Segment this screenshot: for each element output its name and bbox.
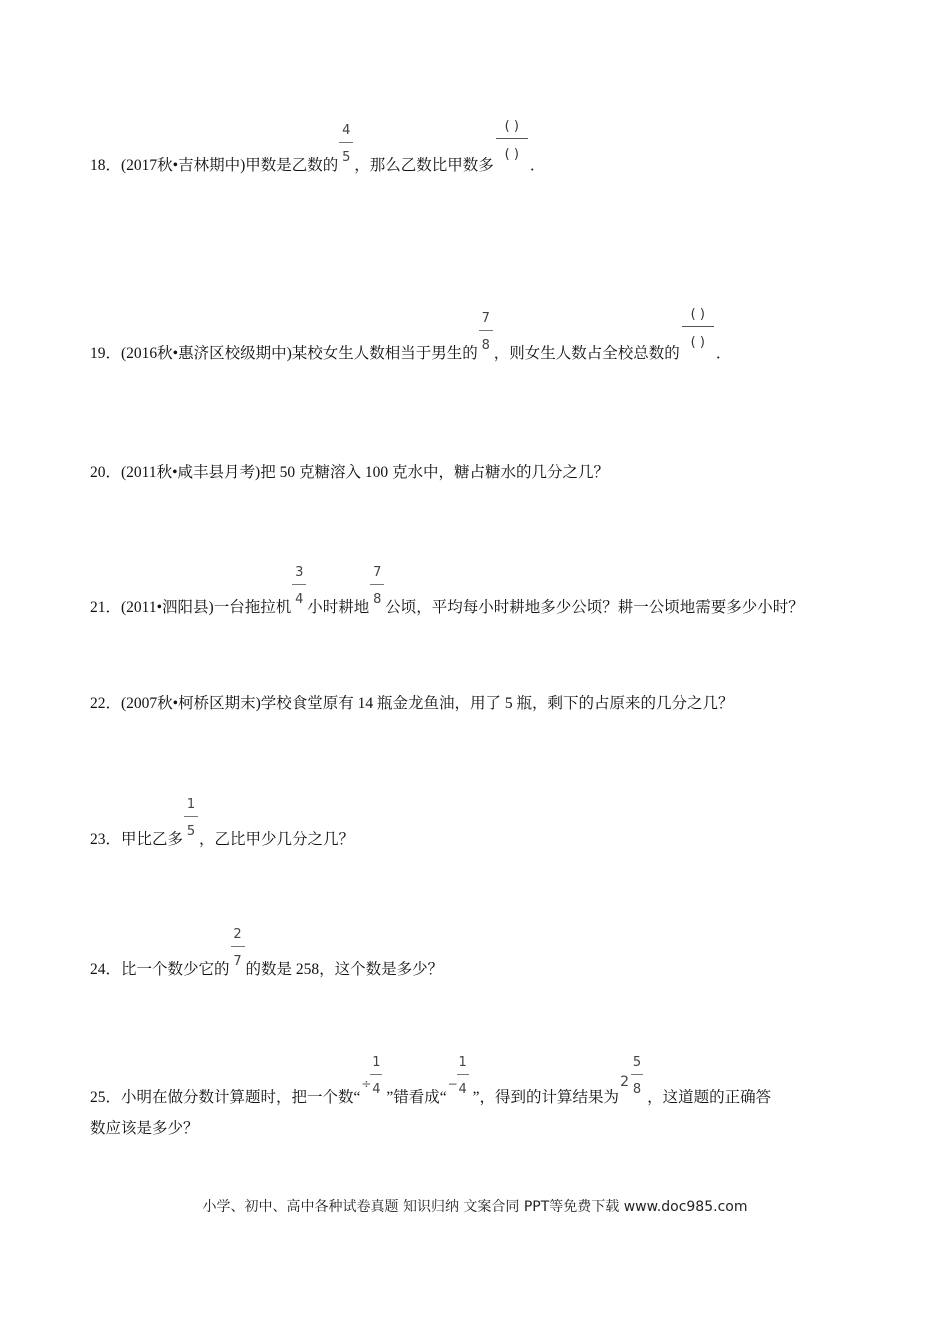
question-text: ． xyxy=(715,345,732,362)
question-text: (2007秋•柯桥区期末)学校食堂原有 14 瓶金龙鱼油，用了 5 瓶，剩下的占原来的几分之几？ xyxy=(121,695,734,712)
question-text: ，那么乙数比甲数多 xyxy=(354,157,494,174)
answer-blank-fraction[interactable] xyxy=(682,307,714,358)
fraction-bar xyxy=(370,584,384,585)
fraction xyxy=(370,565,384,612)
fraction-numerator: 3 xyxy=(295,565,304,580)
fraction-bar xyxy=(292,584,306,585)
question-number: 24． xyxy=(90,961,122,978)
fraction-numerator: 2 xyxy=(233,927,242,942)
operator-fraction xyxy=(447,1055,472,1102)
question-number: 20． xyxy=(90,464,122,481)
question-text: 的数是 258，这个数是多少？ xyxy=(245,961,444,978)
question-23 xyxy=(90,797,355,851)
question-21 xyxy=(90,565,804,619)
blank-numerator: ( ) xyxy=(690,307,705,322)
question-19 xyxy=(90,307,732,365)
question-text: 数应该是多少？ xyxy=(90,1120,199,1137)
fraction-bar xyxy=(682,326,714,327)
question-text: ，乙比甲少几分之几？ xyxy=(199,831,355,848)
minus-sign: − xyxy=(447,1077,458,1091)
question-text: 某校女生人数相当于男生的 xyxy=(291,345,478,362)
blank-denominator: ( ) xyxy=(504,147,519,162)
fraction xyxy=(292,565,306,612)
fraction-bar xyxy=(631,1074,643,1075)
question-number: 25． xyxy=(90,1089,122,1106)
question-text: 一台拖拉机 xyxy=(213,599,292,616)
question-text: ”错看成“ xyxy=(386,1089,447,1106)
question-text: 比一个数少它的 xyxy=(121,961,230,978)
fraction-numerator: 1 xyxy=(186,797,196,812)
question-text: ，则女生人数占全校总数的 xyxy=(493,345,680,362)
question-text: (2011秋•咸丰县月考)把 50 克糖溶入 100 克水中，糖占糖水的几分之几？ xyxy=(121,464,609,481)
question-24 xyxy=(90,927,444,981)
question-number: 18． xyxy=(90,157,122,174)
fraction xyxy=(339,123,353,170)
fraction-denominator: 4 xyxy=(458,1082,467,1097)
fraction-bar xyxy=(339,142,353,143)
fraction-denominator: 7 xyxy=(233,954,242,969)
question-number: 21． xyxy=(90,599,122,616)
question-20 xyxy=(90,462,609,484)
question-text: ． xyxy=(529,157,546,174)
question-25 xyxy=(90,1055,772,1109)
question-number: 19． xyxy=(90,345,122,362)
fraction xyxy=(479,311,493,358)
question-number: 22． xyxy=(90,695,122,712)
question-text: ，这道题的正确答 xyxy=(647,1089,772,1106)
question-source: (2017秋•吉林期中) xyxy=(121,157,246,174)
question-text: 甲比乙多 xyxy=(121,831,184,848)
fraction-bar xyxy=(184,816,198,817)
fraction-numerator: 1 xyxy=(458,1055,467,1070)
fraction-numerator: 7 xyxy=(481,311,490,326)
fraction-numerator: 1 xyxy=(372,1055,381,1070)
fraction xyxy=(231,927,245,974)
fraction-denominator: 5 xyxy=(342,150,351,165)
question-text: 甲数是乙数的 xyxy=(245,157,339,174)
question-text: 小时耕地 xyxy=(307,599,370,616)
division-sign: ÷ xyxy=(361,1077,372,1091)
fraction-denominator: 8 xyxy=(632,1082,642,1097)
question-22 xyxy=(90,693,734,715)
question-source: (2016秋•惠济区校级期中) xyxy=(121,345,292,362)
fraction-denominator: 5 xyxy=(186,824,196,839)
operator-fraction xyxy=(361,1055,385,1102)
page-footer: 小学、初中、高中各种试卷真题 知识归纳 文案合同 PPT等免费下载 www.doc985.com xyxy=(202,1199,748,1215)
fraction-bar xyxy=(479,330,493,331)
fraction-denominator: 4 xyxy=(372,1082,381,1097)
question-text: ”，得到的计算结果为 xyxy=(472,1089,620,1106)
fraction-numerator: 5 xyxy=(632,1055,642,1070)
fraction-denominator: 8 xyxy=(481,338,490,353)
fraction-bar xyxy=(231,946,245,947)
fraction-denominator: 4 xyxy=(295,592,304,607)
mixed-number xyxy=(620,1055,646,1102)
answer-blank-fraction[interactable] xyxy=(496,119,528,170)
question-18 xyxy=(90,119,546,177)
question-25-continued xyxy=(90,1118,199,1140)
fraction-bar xyxy=(370,1074,382,1075)
fraction-numerator: 7 xyxy=(373,565,382,580)
blank-numerator: ( ) xyxy=(504,119,519,134)
fraction-bar xyxy=(457,1074,469,1075)
fraction-numerator: 4 xyxy=(342,123,351,138)
fraction xyxy=(184,797,198,844)
question-text: 小明在做分数计算题时，把一个数“ xyxy=(121,1089,361,1106)
question-number: 23． xyxy=(90,831,122,848)
question-source: (2011•泗阳县) xyxy=(121,599,214,616)
mixed-whole: 2 xyxy=(620,1074,629,1090)
question-text: 公顷，平均每小时耕地多少公顷？耕一公顷地需要多少小时？ xyxy=(385,599,804,616)
fraction-bar xyxy=(496,138,528,139)
fraction-denominator: 8 xyxy=(373,592,382,607)
blank-denominator: ( ) xyxy=(690,335,705,350)
